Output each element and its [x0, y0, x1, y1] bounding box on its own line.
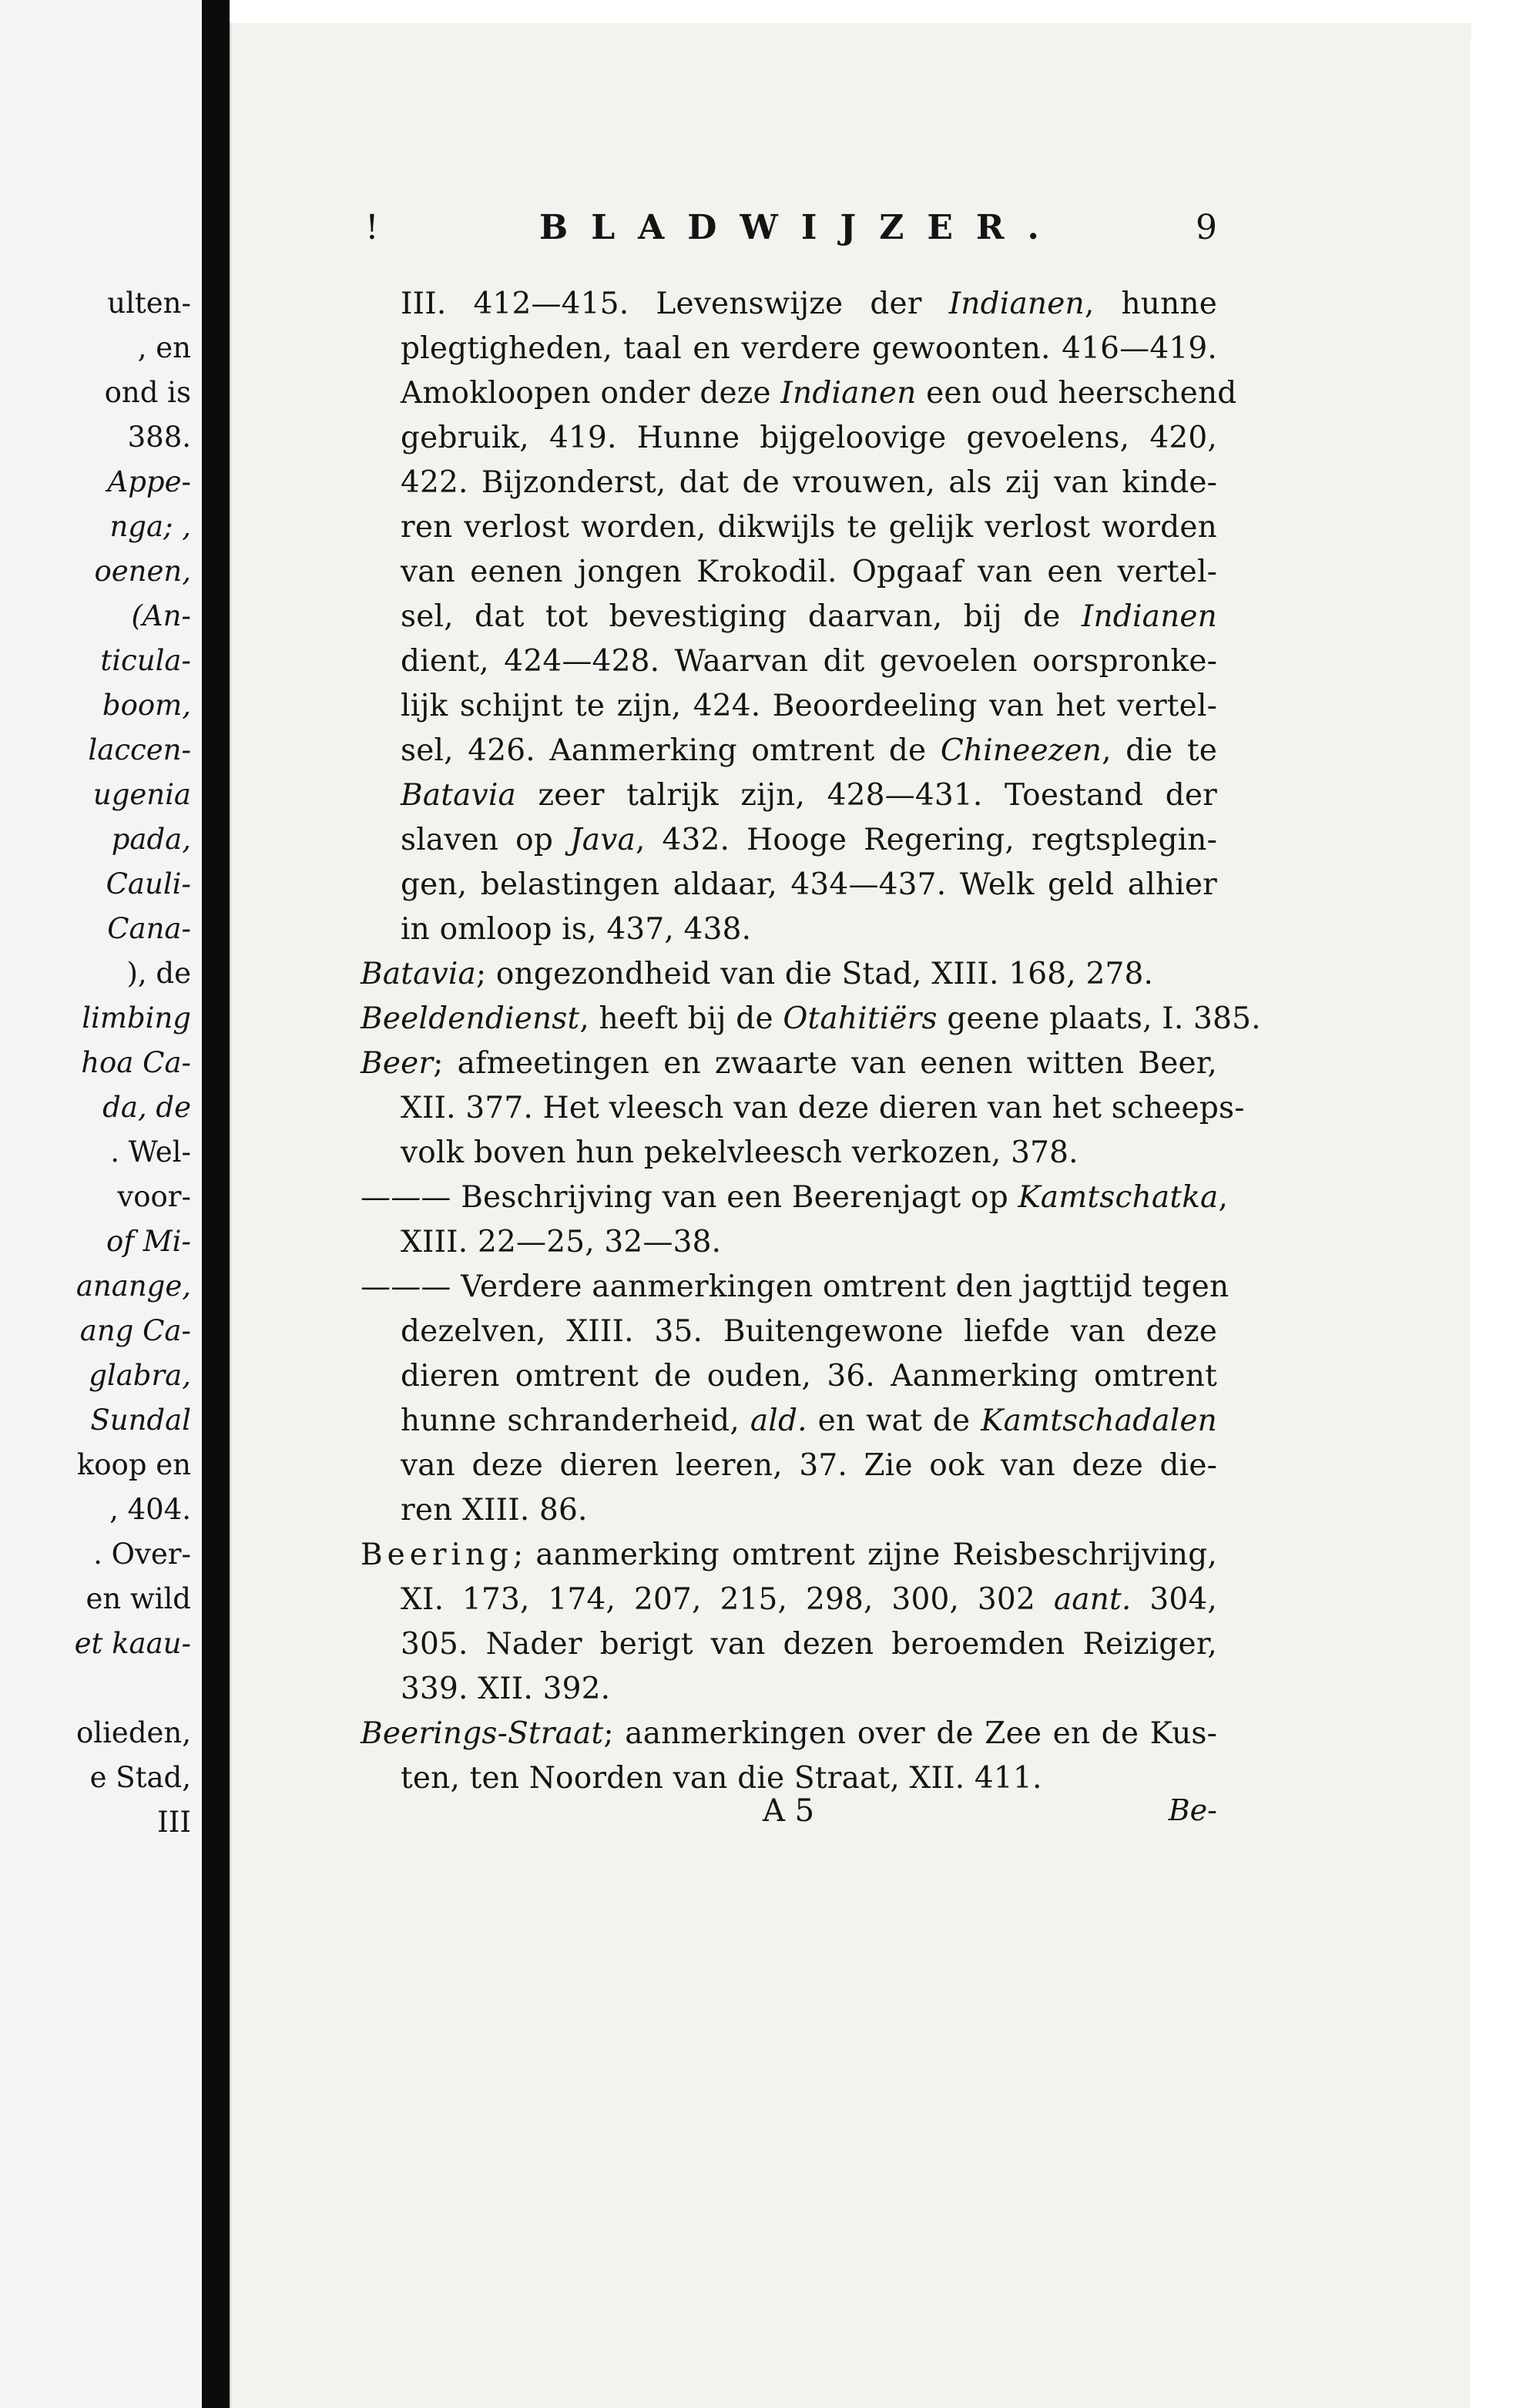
facing-page-fragment: koop en: [76, 1448, 191, 1481]
page-title: BLADWIJZER.: [539, 208, 1062, 247]
facing-page-fragment: , en: [137, 331, 191, 364]
text-run: Beering: [361, 1538, 514, 1572]
text-run: ——— Beschrijving van een Beerenjagt op: [361, 1180, 1018, 1215]
text-line: [401, 1220, 1217, 1265]
text-run: dezelven, XIII. 35. Buitengewone liefde van deze: [401, 1314, 1217, 1349]
italic-term: Java: [569, 823, 636, 857]
text-line: [401, 863, 1217, 907]
text-run: ——— Verdere aanmerkingen omtrent den jagttijd tegen: [361, 1269, 1230, 1304]
facing-page-fragment: III: [157, 1806, 191, 1839]
text-run: , die te: [1102, 733, 1218, 768]
text-line: [361, 1041, 1217, 1086]
text-run: 304,: [1131, 1582, 1217, 1617]
text-run: dient, 424—428. Waarvan dit gevoelen oorspronke-: [401, 644, 1217, 679]
text-run: 305. Nader berigt van dezen beroemden Reiziger,: [401, 1627, 1217, 1662]
text-run: ren XIII. 86.: [401, 1493, 588, 1528]
text-line: [401, 1488, 1217, 1533]
facing-page-fragment: olieden,: [75, 1716, 191, 1749]
text-run: , 432. Hooge Regering, regtsplegin-: [635, 823, 1217, 857]
text-line: [401, 416, 1217, 461]
facing-page-fragment: Cana-: [107, 912, 191, 945]
facing-page-fragment: hoa Ca-: [81, 1046, 191, 1079]
text-line: [401, 1444, 1217, 1488]
text-run: XII. 377. Het vleesch van deze dieren van het scheeps-: [401, 1091, 1245, 1125]
text-run: Amokloopen onder deze: [401, 376, 781, 411]
text-line: [401, 327, 1217, 371]
text-line: [401, 550, 1217, 595]
facing-page-fragment: anange,: [75, 1269, 191, 1303]
text-line: [401, 371, 1237, 416]
italic-term: Kamtschadalen: [981, 1404, 1217, 1438]
text-line: [401, 1086, 1245, 1131]
text-line: [401, 1622, 1217, 1667]
facing-page-fragment: 388.: [127, 421, 191, 454]
facing-page-fragment: voor-: [117, 1180, 191, 1213]
text-run: ; aanmerkingen over de Zee en de Kus-: [603, 1716, 1217, 1751]
text-line: [401, 639, 1217, 684]
italic-term: Indianen: [948, 287, 1085, 321]
italic-term: Otahitiërs: [783, 1001, 938, 1036]
facing-page-fragment: Appe-: [107, 465, 191, 498]
text-line: [361, 952, 1217, 997]
facing-page-fragment: glabra,: [89, 1359, 191, 1392]
text-line: [401, 282, 1217, 327]
facing-page-fragment: oenen,: [94, 555, 191, 588]
header-mark: !: [365, 208, 379, 247]
text-line: [401, 1667, 1217, 1712]
text-run: ,: [1218, 1180, 1229, 1215]
text-run: XI. 173, 174, 207, 215, 298, 300, 302: [401, 1582, 1054, 1617]
page-margin: [1470, 39, 1513, 2408]
italic-term: ald.: [750, 1404, 807, 1438]
text-line: [401, 1131, 1217, 1175]
text-line: [361, 997, 1261, 1041]
facing-page-fragment: . Wel-: [110, 1135, 191, 1169]
text-line: [401, 907, 1217, 952]
italic-term: Kamtschatka: [1018, 1180, 1219, 1215]
signature-mark: A 5: [763, 1793, 815, 1829]
facing-page-fragment: ticula-: [100, 644, 191, 677]
facing-page-fragment: e Stad,: [89, 1761, 191, 1794]
italic-term: Chineezen: [940, 733, 1102, 768]
text-run: een oud heerschend: [916, 376, 1237, 411]
text-run: sel, dat tot bevestiging daarvan, bij de: [401, 599, 1082, 634]
text-line: [401, 1310, 1217, 1354]
text-run: III. 412—415. Levenswijze der: [401, 287, 949, 321]
facing-page-fragment: laccen-: [88, 733, 191, 766]
text-run: geene plaats, I. 385.: [937, 1001, 1261, 1036]
facing-page: [0, 0, 202, 2408]
facing-page-fragment: (An-: [131, 599, 191, 632]
text-run: ten, ten Noorden van die Straat, XII. 411.: [401, 1761, 1042, 1796]
text-line: [401, 505, 1217, 550]
facing-page-fragment: of Mi-: [106, 1225, 191, 1258]
text-line: [361, 1175, 1229, 1220]
running-head: [331, 208, 1217, 254]
text-run: in omloop is, 437, 438.: [401, 912, 752, 947]
text-run: ren verlost worden, dikwijls te gelijk verlost worden: [401, 510, 1217, 545]
italic-term: Indianen: [1081, 599, 1217, 634]
text-run: en wat de: [807, 1404, 981, 1438]
text-run: hunne schranderheid,: [401, 1404, 750, 1438]
italic-term: Beer: [361, 1046, 434, 1081]
text-line: [361, 1265, 1230, 1310]
facing-page-fragment: , 404.: [109, 1493, 191, 1526]
text-run: XIII. 22—25, 32—38.: [401, 1225, 722, 1259]
facing-page-fragment: ond is: [104, 376, 191, 409]
text-run: volk boven hun pekelvleesch verkozen, 378.: [401, 1135, 1079, 1170]
text-run: ; afmeetingen en zwaarte van eenen witten Beer,: [433, 1046, 1217, 1081]
text-line: [401, 1354, 1217, 1399]
book-spine-gutter: [202, 0, 230, 2408]
facing-page-fragment: ang Ca-: [79, 1314, 191, 1347]
facing-page-fragment: en wild: [86, 1582, 191, 1615]
text-line: [401, 595, 1217, 639]
text-line: [401, 1578, 1217, 1622]
text-run: dieren omtrent de ouden, 36. Aanmerking omtrent: [401, 1359, 1217, 1393]
text-run: lijk schijnt te zijn, 424. Beoordeeling van het vertel-: [401, 689, 1217, 723]
facing-page-fragment: boom,: [102, 689, 191, 722]
italic-term: Batavia: [401, 778, 516, 813]
facing-page-fragment: . Over-: [93, 1538, 191, 1571]
text-run: zeer talrijk zijn, 428—431. Toestand der: [516, 778, 1217, 813]
facing-page-fragment: ugenia: [92, 778, 191, 811]
text-run: , hunne: [1084, 287, 1218, 321]
text-run: gen, belastingen aldaar, 434—437. Welk geld alhier: [401, 867, 1217, 902]
italic-term: Indianen: [780, 376, 917, 411]
catchword: Be-: [1168, 1793, 1217, 1827]
text-line: [401, 729, 1217, 773]
text-run: plegtigheden, taal en verdere gewoonten. 416—419.: [401, 331, 1217, 366]
text-run: ; ongezondheid van die Stad, XIII. 168, 278.: [476, 957, 1154, 991]
text-line: [401, 818, 1217, 863]
facing-page-fragment: nga; ,: [109, 510, 191, 543]
text-run: van deze dieren leeren, 37. Zie ook van deze die-: [401, 1448, 1217, 1483]
text-run: sel, 426. Aanmerking omtrent de: [401, 733, 941, 768]
text-line: [401, 773, 1217, 818]
italic-term: Batavia: [361, 957, 476, 991]
text-run: 339. XII. 392.: [401, 1672, 611, 1706]
text-run: slaven op: [401, 823, 570, 857]
text-line: [361, 1712, 1217, 1756]
italic-term: aant.: [1053, 1582, 1132, 1617]
text-run: ; aanmerking omtrent zijne Reisbeschrijving,: [513, 1538, 1217, 1572]
text-line: [401, 1399, 1217, 1444]
italic-term: Beerings-Straat: [361, 1716, 604, 1751]
text-run: , heeft bij de: [579, 1001, 783, 1036]
text-line: [401, 684, 1217, 729]
facing-page-fragment: ulten-: [107, 287, 191, 320]
facing-page-fragment: ), de: [126, 957, 191, 990]
page-number: 9: [1196, 208, 1217, 247]
text-run: gebruik, 419. Hunne bijgeloovige gevoelens, 420,: [401, 421, 1217, 455]
facing-page-fragment: da, de: [102, 1091, 191, 1124]
text-run: van eenen jongen Krokodil. Opgaaf van een vertel-: [401, 555, 1217, 589]
text-run: 422. Bijzonderst, dat de vrouwen, als zij van kinde-: [401, 465, 1217, 500]
facing-page-fragment: pada,: [111, 823, 191, 856]
index-text: [361, 282, 1261, 1801]
page-footer: [401, 1793, 1217, 1840]
facing-page-fragment: Sundal: [90, 1404, 191, 1437]
text-line: [401, 461, 1217, 505]
facing-page-fragment: Cauli-: [106, 867, 191, 900]
text-line: [361, 1533, 1217, 1578]
facing-page-fragment: limbing: [82, 1001, 191, 1035]
italic-term: Beeldendienst: [361, 1001, 580, 1036]
facing-page-fragment: et kaau-: [74, 1627, 191, 1660]
